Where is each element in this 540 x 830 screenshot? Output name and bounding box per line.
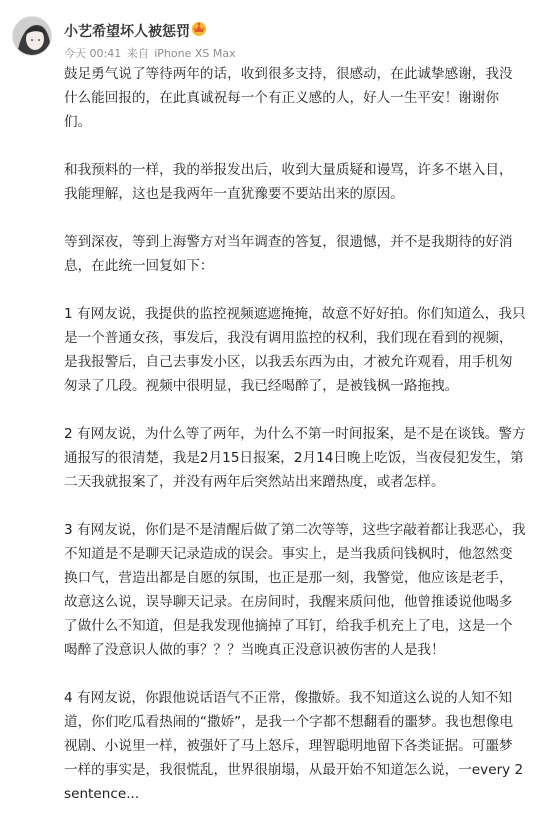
paragraph: 2 有网友说，为什么等了两年，为什么不第一时间报案，是不是在谈钱。警方通报写的很清楚，我是2月15日报案，2月14日晚上吃饭，当夜侵犯发生，第二天我就报案了，并没有两年后突然站出来蹭热度，或者怎样。 [64, 426, 526, 490]
post-header [0, 0, 540, 60]
paragraph: 等到深夜，等到上海警方对当年调查的答复，很遗憾，并不是我期待的好消息，在此统一回复如下： [64, 234, 513, 274]
paragraph: 1 有网友说，我提供的监控视频遮遮掩掩，故意不好好拍。你们知道么，我只是一个普通女孩，事发后，我没有调用监控的权利，我们现在看到的视频，是我报警后，自己去事发小区，以我丢东西为由，才被允许观看，用手机匆匆录了几段。视频中很明显，我已经喝醉了，是被钱枫一路拖拽。 [64, 306, 526, 394]
post-meta [64, 45, 238, 61]
paragraph: 和我预料的一样，我的举报发出后，收到大量质疑和谩骂，许多不堪入目，我能理解，这也是我两年一直犹豫要不要站出来的原因。 [64, 162, 513, 202]
username[interactable]: 小艺希望坏人被惩罚 [64, 24, 190, 40]
post-source[interactable]: iPhone XS Max [154, 47, 236, 60]
paragraph: 鼓足勇气说了等待两年的话，收到很多支持，很感动，在此诚挚感谢，我没什么能回报的，在此真诚祝每一个有正义感的人，好人一生平安！谢谢你们。 [64, 66, 513, 130]
paragraph: 3 有网友说，你们是不是清醒后做了第二次等等，这些字敲着都让我恶心，我不知道是不是聊天记录造成的误会。事实上，是当我质问钱枫时，他忽然变换口气，营造出都是自愿的氛围，也正是那一刻，我警觉，他应该是老手，故意这么说，误导聊天记录。在房间时，我醒来质问他，他曾推诿说他喝多了做什么不知道，但是我发现他摘掉了耳钉，给我手机充上了电，这是一个喝醉了没意识人做的事？？？当晚真正没意识被伤害的人是我！ [64, 522, 526, 658]
vip-crown-icon [190, 19, 208, 37]
paragraph: 4 有网友说，你跟他说话语气不正常，像撒娇。我不知道这么说的人知不知道，你们吃瓜看热闹的“撒娇”，是我一个字都不想翻看的噩梦。我也想像电视剧、小说里一样，被强奸了马上怒斥，理智聪明地留下各类证据。可噩梦一样的事实是，我很慌乱，世界很崩塌，从最开始不知道怎么说，一every 2 sentence... [64, 690, 524, 802]
source-prefix: 来自 [126, 47, 149, 60]
post-body [64, 62, 526, 830]
avatar[interactable] [12, 16, 52, 56]
avatar-image [13, 17, 52, 56]
post-time: 今天 00:41 [64, 47, 122, 60]
